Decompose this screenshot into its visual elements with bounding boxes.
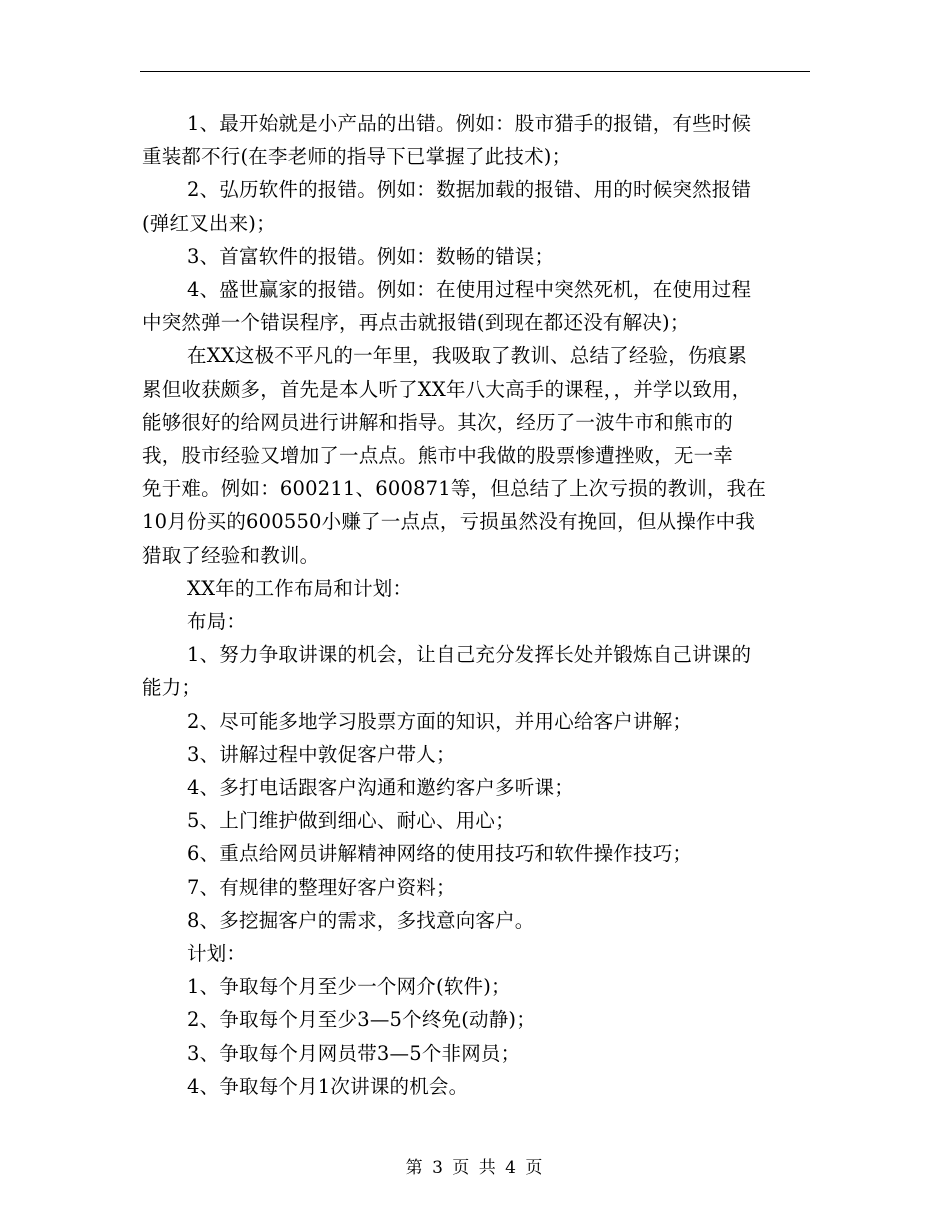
text-line: 1、最开始就是小产品的出错。例如：股市猎手的报错，有些时候 xyxy=(187,112,752,135)
text-line: 累但收获颇多，首先是本人听了XX年八大高手的课程，，并学以致用， xyxy=(142,377,752,401)
text-line: 3、首富软件的报错。例如：数畅的错误； xyxy=(187,244,555,268)
text-line: 3、讲解过程中敦促客户带人； xyxy=(187,742,456,766)
text-line: 重装都不行(在李老师的指导下已掌握了此技术)； xyxy=(142,145,572,169)
text-line: 8、多挖掘客户的需求，多找意向客户。 xyxy=(187,908,535,932)
text-line: 能够很好的给网员进行讲解和指导。其次，经历了一波牛市和熊市的 xyxy=(142,410,734,434)
text-line: 在XX这极不平凡的一年里，我吸取了教训、总结了经验，伤痕累 xyxy=(187,344,748,368)
text-line: (弹红叉出来)； xyxy=(142,211,276,235)
text-line: 2、争取每个月至少3—5个终免(动静)； xyxy=(187,1008,536,1032)
text-line: 1、争取每个月至少一个网介(软件)； xyxy=(187,975,511,999)
page-number-footer: 第 3 页 共 4 页 xyxy=(405,1158,545,1178)
document-body xyxy=(142,107,814,1103)
text-line: 能力； xyxy=(142,676,202,700)
text-line: 4、多打电话跟客户沟通和邀约客户多听课； xyxy=(187,776,574,800)
text-line: 5、上门维护做到细心、耐心、用心； xyxy=(187,809,515,833)
text-line: 中突然弹一个错误程序，再点击就报错(到现在都还没有解决)； xyxy=(142,311,690,335)
text-line: 4、争取每个月1次讲课的机会。 xyxy=(187,1074,469,1098)
text-line: 2、弘历软件的报错。例如：数据加载的报错、用的时候突然报错 xyxy=(187,178,752,202)
text-line: 免于难。例如：600211、600871等，但总结了上次亏损的教训，我在 xyxy=(142,477,767,501)
text-line: 布局： xyxy=(187,610,247,634)
text-line: 2、尽可能多地学习股票方面的知识，并用心给客户讲解； xyxy=(187,709,693,733)
text-line: 3、争取每个月网员带3—5个非网员； xyxy=(187,1041,521,1065)
text-line: 10月份买的600550小赚了一点点，亏损虽然没有挽回，但从操作中我 xyxy=(142,510,756,534)
text-line: 计划： xyxy=(187,942,247,966)
text-line: 1、努力争取讲课的机会，让自己充分发挥长处并锻炼自己讲课的 xyxy=(187,643,752,667)
text-line: XX年的工作布局和计划： xyxy=(187,576,413,600)
text-line: 7、有规律的整理好客户资料； xyxy=(187,875,456,899)
text-line: 4、盛世赢家的报错。例如：在使用过程中突然死机，在使用过程 xyxy=(187,278,752,302)
header-rule xyxy=(140,71,810,72)
text-line: 猎取了经验和教训。 xyxy=(142,543,320,567)
text-line: 6、重点给网员讲解精神网络的使用技巧和软件操作技巧； xyxy=(187,842,693,866)
text-line: 我，股市经验又增加了一点点。熊市中我做的股票惨遭挫败，无一幸 xyxy=(142,444,734,468)
